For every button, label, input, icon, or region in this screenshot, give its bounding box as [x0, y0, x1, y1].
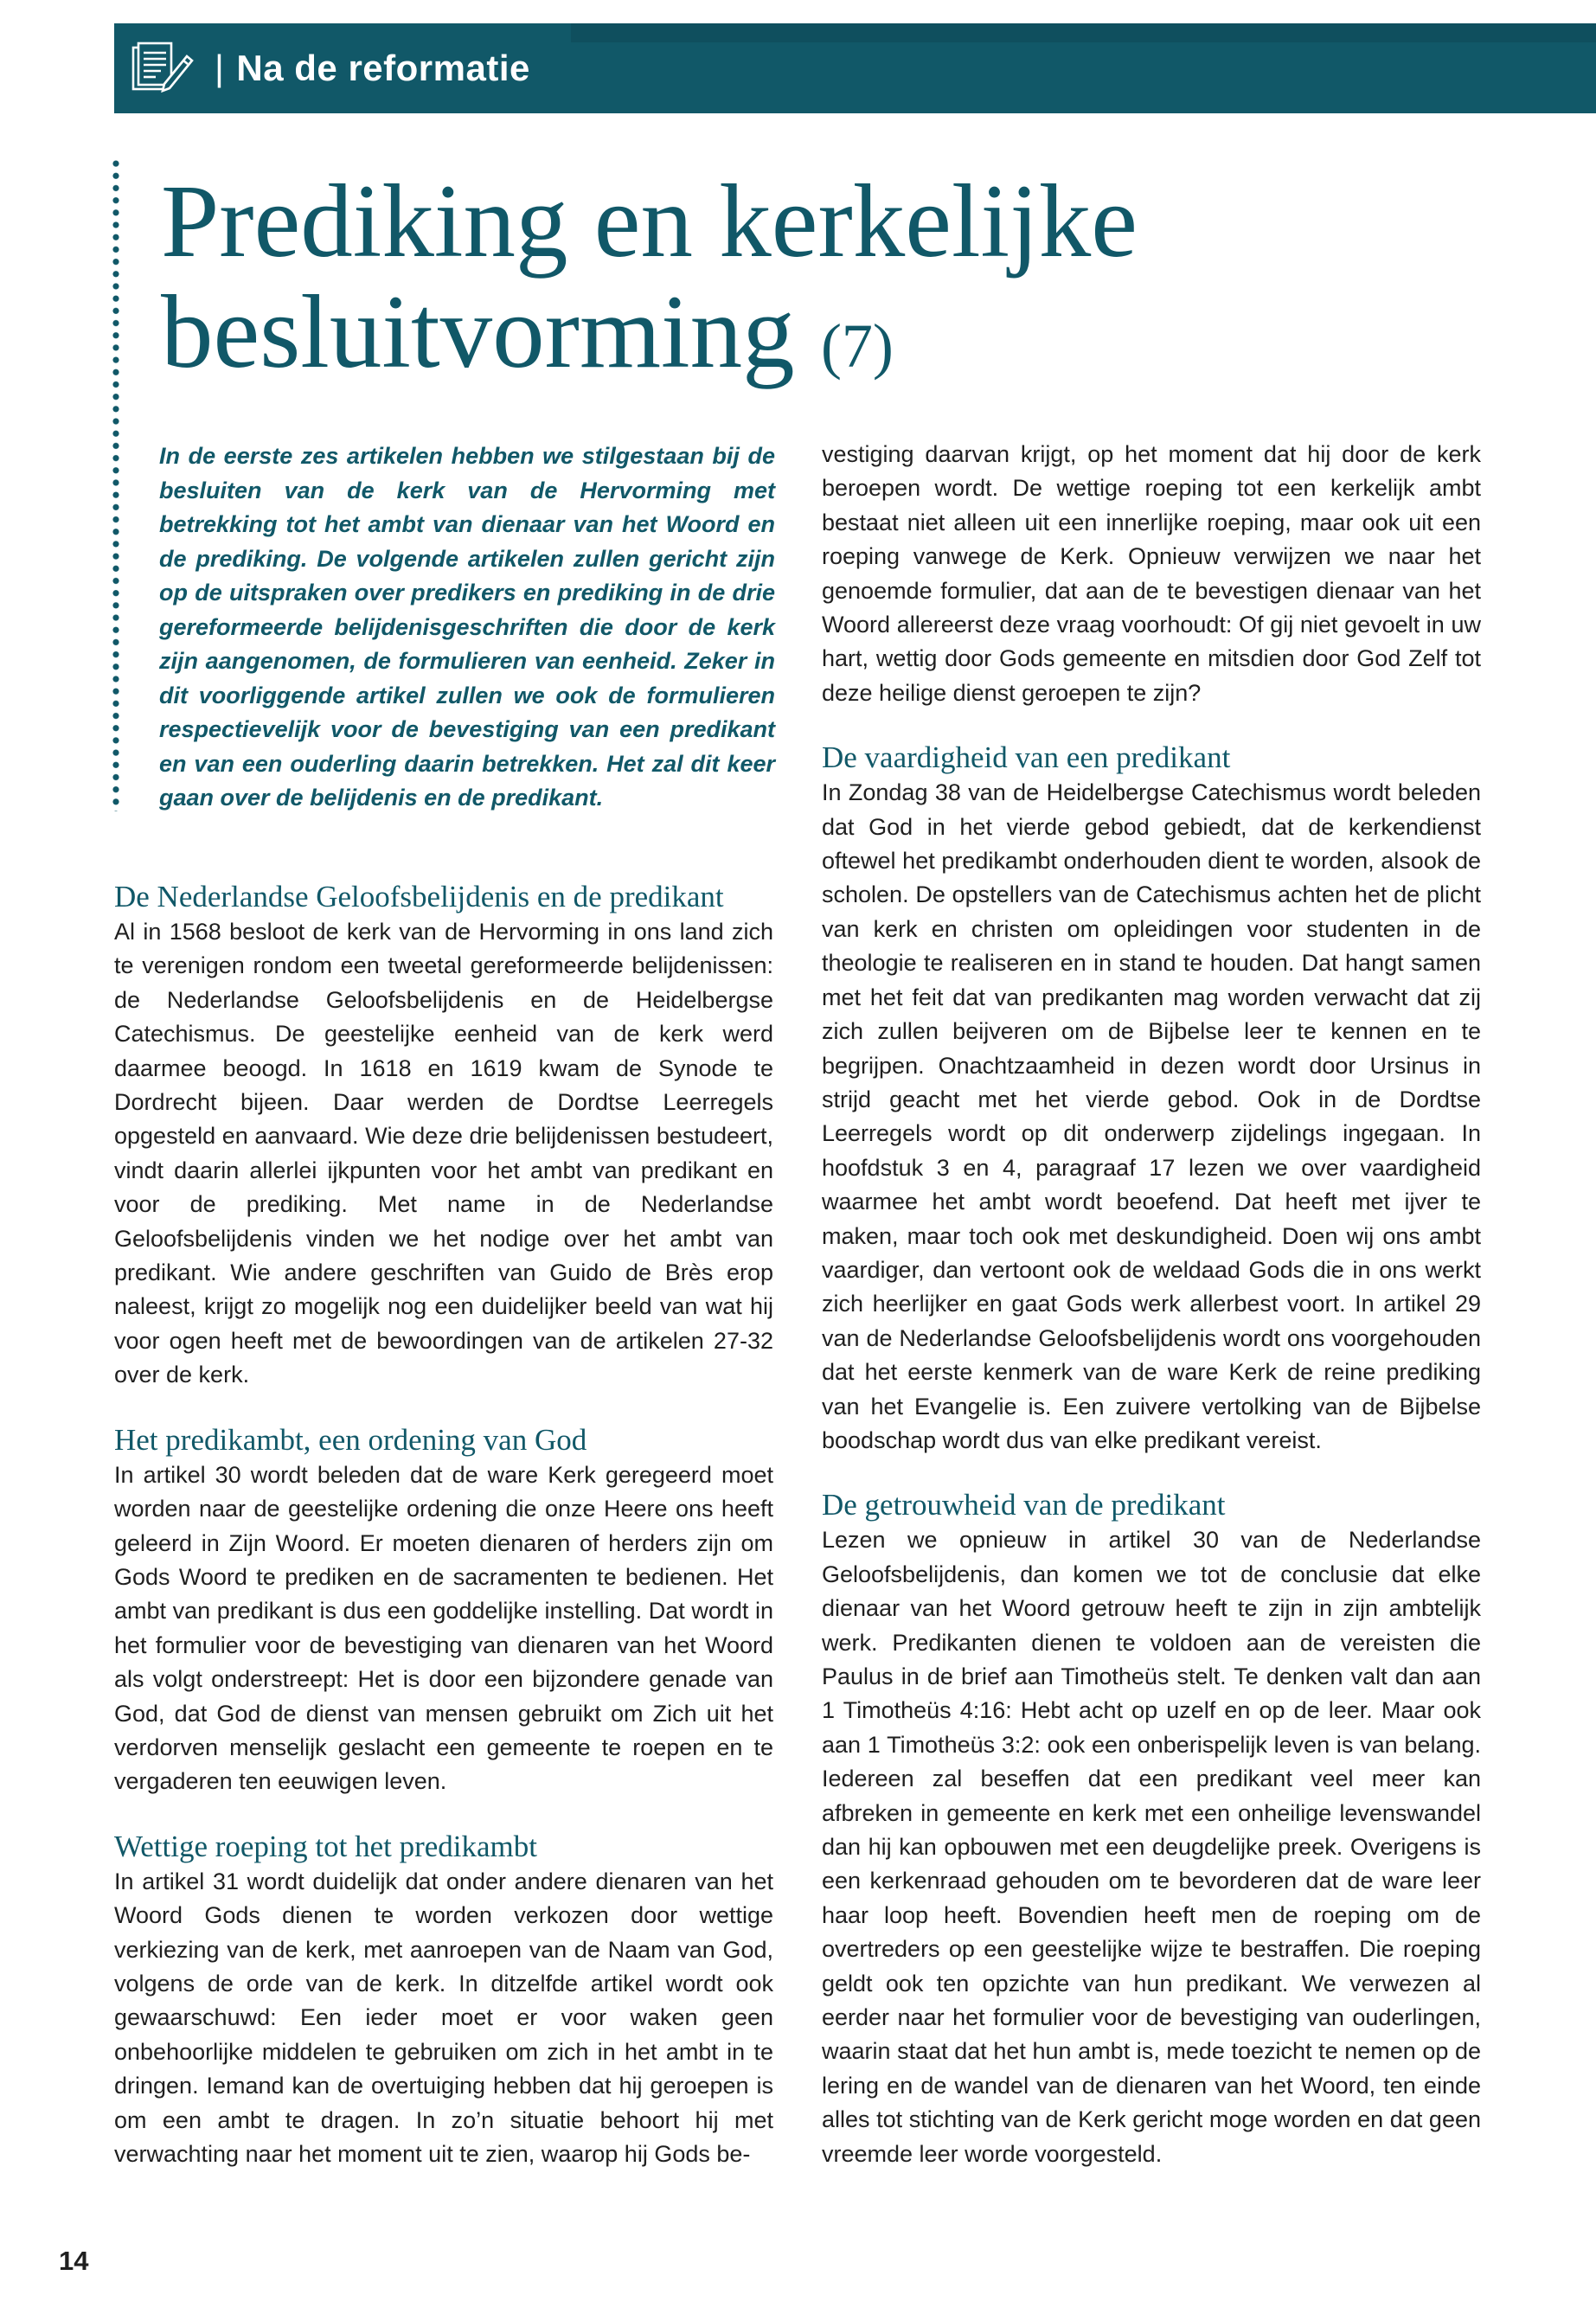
section-body: In artikel 30 wordt beleden dat de ware Kerk geregeerd moet worden naar de geestelijke ordening die onze Heere ons heeft geleerd in Zijn Woord. Er moeten dienaren of herders zijn om Gods Woord te prediken en de sacramenten te bedienen. Het ambt van predikant is dus een goddelijke instelling. Dat wordt in het formulier voor de bevestiging van dienaren van het Woord als volgt onderstreept: Het is door een bijzondere genade van God, dat God de dienst van mensen gebruikt om Zich uit het verdorven menselijk geslacht een gemeente te roepen en te vergaderen ten eeuwigen leven. [114, 1461, 773, 1795]
section-body-continued: vestiging daarvan krijgt, op het moment dat hij door de kerk beroepen wordt. De wettige roeping tot een kerkelijk ambt bestaat niet alleen uit een innerlijke roeping, maar ook uit een roeping vanwege de Kerk. Opnieuw verwijzen we naar het genoemde formulier, dat aan de te bevestigen dienaar van het Woord allereerst deze vraag voorhoudt: Of gij niet gevoelt in uw hart, wettig door Gods gemeente en mitsdien door God Zelf tot deze heilige dienst geroepen te zijn? [822, 441, 1481, 706]
document-pen-icon [130, 41, 195, 96]
banner-tab [571, 23, 1596, 42]
section-heading: Het predikambt, een ordening van God [114, 1422, 587, 1457]
section-banner [114, 23, 1596, 113]
right-column [822, 438, 1481, 2171]
dotted-rule [111, 157, 121, 811]
section-heading: De vaardigheid van een predikant [822, 740, 1231, 775]
article-title [161, 163, 1372, 401]
section-body: Al in 1568 besloot de kerk van de Hervorming in ons land zich te verenigen rondom een tweetal gereformeerde belijdenissen: de Nederlandse Geloofsbelijdenis en de Heidelbergse Catechismus. De geestelijke eenheid van de kerk werd daarmee beoogd. In 1618 en 1619 kwam de Synode te Dordrecht bijeen. Daar werden de Dordtse Leerregels opgesteld en aanvaard. Wie deze drie belijdenissen bestudeert, vindt daarin allerlei ijkpunten voor het ambt van predikant en voor de prediking. Met name in de Nederlandse Geloofsbelijdenis vinden we het nodige over het ambt van predikant. Wie andere geschriften van Guido de Brès erop naleest, krijgt zo mogelijk nog een duidelijker beeld van wat hij voor ogen heeft met de bewoordingen van de artikelen 27-32 over de kerk. [114, 919, 773, 1388]
section-body: In Zondag 38 van de Heidelbergse Catechismus wordt beleden dat God in het vierde gebod gebiedt, dat de kerkendienst oftewel het predikambt onderhouden dient te worden, alsook de scholen. De opstellers van de Catechismus achten het de plicht van kerk en christen om opleidingen voor studenten in de theologie te realiseren en in stand te houden. Dat hangt samen met het feit dat van predikanten mag worden verwacht dat zij zich zullen beijveren om de Bijbelse leer te kennen en te begrijpen. Onachtzaamheid in dezen wordt door Ursinus in strijd geacht met het vierde gebod. Ook in de Dordtse Leerregels wordt op dit onderwerp zijdelings ingegaan. In hoofdstuk 3 en 4, paragraaf 17 lezen we over vaardigheid waarmee het ambt wordt beoefend. Dat heeft met ijver te maken, maar toch ook met deskundigheid. Doen wij ons ambt vaardiger, dan vertoont ook de weldaad Gods die in ons werkt zich heerlijker en gaat Gods werk allerbest voort. In artikel 29 van de Nederlandse Geloofsbelijdenis wordt ons voorgehouden dat het eerste kenmerk van de ware Kerk de reine prediking van het Evangelie is. Een zuivere vertolking van de Bijbelse boodschap wordt dus van elke predikant vereist. [822, 779, 1481, 1453]
section-heading: De getrouwheid van de predikant [822, 1488, 1226, 1522]
section-heading: De Nederlandse Geloofsbelijdenis en de predikant [114, 880, 724, 913]
article-intro: In de eerste zes artikelen hebben we stilgestaan bij de besluiten van de kerk van de Hervorming met betrekking tot het ambt van dienaar van het Woord en de prediking. De volgende artikelen zullen gericht zijn op de uitspraken over predikers en prediking in de drie gereformeerde belijdenisgeschriften die door de kerk zijn aangenomen, de formulieren van eenheid. Zeker in dit voorliggende artikel zullen we ook de formulieren respectievelijk voor de bevestiging van een predikant en van een ouderling daarin betrekken. Het zal dit keer gaan over de belijdenis en de predikant. [159, 443, 775, 811]
article-title-text: Prediking en kerkelijke besluitvorming [161, 163, 1138, 390]
page-number: 14 [59, 2246, 89, 2276]
section-body: In artikel 31 wordt duidelijk dat onder andere dienaren van het Woord Gods dienen te worden verkozen door wettige verkiezing van de kerk, met aanroepen van de Naam van God, volgens de orde van de kerk. In ditzelfde artikel wordt ook gewaarschuwd: Een ieder moet er voor waken geen onbehoorlijke middelen te gebruiken om zich in het ambt in te dringen. Iemand kan de overtuiging hebben dat hij geroepen is om een ambt te dragen. In zo’n situatie behoort hij met verwachting naar het moment uit te zien, waarop hij Gods be- [114, 1868, 773, 2167]
section-name: Na de reformatie [236, 48, 530, 88]
section-heading: Wettige roeping tot het predikambt [114, 1829, 537, 1863]
banner-separator: | [215, 48, 225, 88]
section-body: Lezen we opnieuw in artikel 30 van de Nederlandse Geloofsbelijdenis, dan komen we tot de conclusie dat elke dienaar van het Woord getrouw heeft te zijn in zijn ambtelijk werk. Predikanten dienen te voldoen aan de vereisten die Paulus in de brief aan Timotheüs stelt. Te denken valt dan aan 1 Timotheüs 4:16: Hebt acht op uzelf en op de leer. Maar ook aan 1 Timotheüs 3:2: ook een onberispelijk leven is van belang. Iedereen zal beseffen dat een predikant veel meer kan afbreken in gemeente en kerk met een onheilige levenswandel dan hij kan opbouwen met een deugdelijke preek. Overigens is een kerkenraad gehouden om te bevorderen dat de ware leer haar loop heeft. Bovendien heeft men de roeping om de overtreders op een geestelijke wijze te bestraffen. Die roeping geldt ook ten opzichte van hun predikant. We verwezen al eerder naar het formulier voor de bevestiging van ouderlingen, waarin staat dat het hun ambt is, mede toezicht te nemen op de lering en de wandel van de dienaren van het Woord, ten einde alles tot stichting van de Kerk gericht moge worden en dat geen vreemde leer worde voorgesteld. [822, 1527, 1481, 2167]
article-title-suffix: (7) [820, 311, 894, 381]
left-column [114, 879, 773, 2171]
section-label [215, 44, 530, 93]
